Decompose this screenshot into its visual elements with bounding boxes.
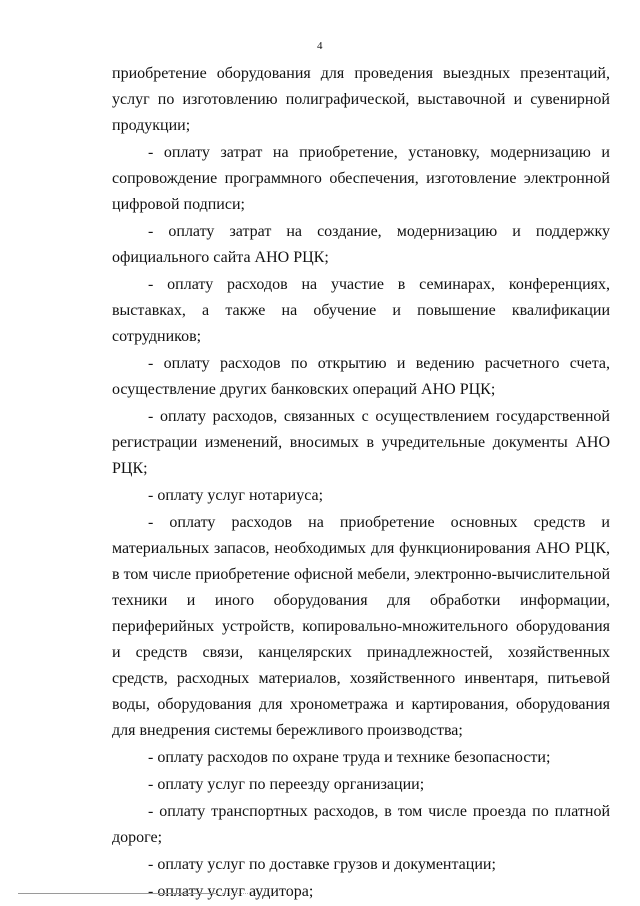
list-item: - оплату расходов по открытию и ведению расчетного счета, осуществление других банковских операций АНО РЦК; — [112, 355, 610, 398]
list-item: - оплату затрат на приобретение, установку, модернизацию и сопровождение программного обеспечения, изготовление электронной цифровой подписи; — [112, 144, 610, 213]
list-item: - оплату расходов по охране труда и технике безопасности; — [148, 749, 551, 766]
list-item: - оплату расходов на приобретение основных средств и материальных запасов, необходимых для функционирования АНО РЦК, в том числе приобретение офисной мебели, электронно-вычислительной техники и иного оборудования для обработки информации, периферийных устройств, копировально-множительного оборудования и средств связи, канцелярских принадлежностей, хозяйственных средств, расходных материалов, хозяйственного инвентаря, питьевой воды, оборудования для хронометража и картирования, оборудования для внедрения системы бережливого производства; — [112, 514, 610, 739]
list-item: - оплату затрат на создание, модернизацию и поддержку официального сайта АНО РЦК; — [112, 223, 610, 266]
paragraph-continuation: приобретение оборудования для проведения выездных презентаций, услуг по изготовлению полиграфической, выставочной и сувенирной продукции; — [112, 65, 610, 134]
list-item: - оплату транспортных расходов, в том числе проезда по платной дороге; — [112, 803, 610, 846]
page-number: 4 — [317, 40, 323, 52]
list-item: - оплату услуг по переезду организации; — [148, 776, 425, 793]
list-item: - оплату услуг нотариуса; — [148, 487, 324, 504]
bottom-scan-rule — [18, 893, 218, 894]
document-body — [112, 61, 610, 906]
list-item: - оплату расходов на участие в семинарах, конференциях, выставках, а также на обучение и повышение квалификации сотрудников; — [112, 276, 610, 345]
list-item: - оплату расходов, связанных с осуществлением государственной регистрации изменений, вносимых в учредительные документы АНО РЦК; — [112, 408, 610, 477]
list-item: - оплату услуг аудитора; — [148, 883, 314, 900]
list-item: - оплату услуг по доставке грузов и документации; — [148, 856, 496, 873]
bottom-scan-rule-dots — [222, 893, 258, 894]
